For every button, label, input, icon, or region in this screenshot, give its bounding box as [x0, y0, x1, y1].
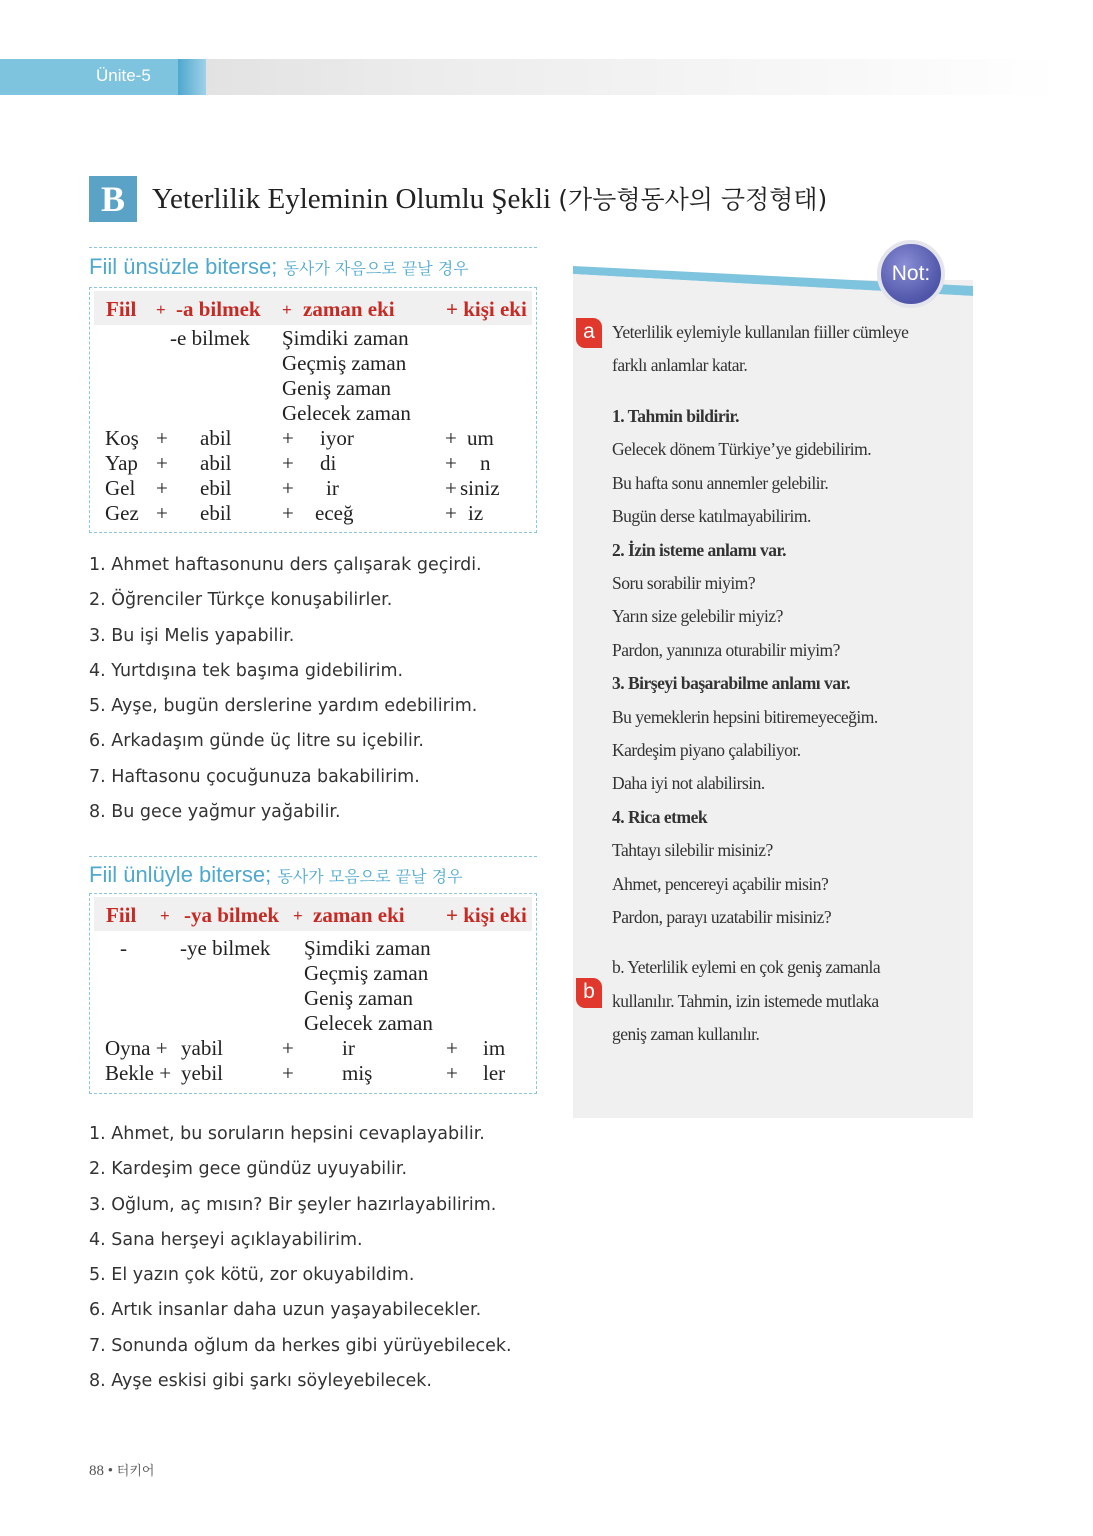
row-plus: + — [282, 501, 294, 525]
list-item: 3. Oğlum, aç mısın? Bir şeyler hazırlayabilirim. — [89, 1194, 497, 1215]
unit-label: Ünite-5 — [96, 66, 151, 85]
footer-subject: 터키어 — [116, 1464, 155, 1479]
note-b-line: kullanılır. Tahmin, izin istemede mutlaka — [612, 991, 879, 1011]
note-subheading: 4. Rica etmek — [612, 806, 708, 827]
row-tense: ir — [342, 1036, 355, 1060]
row-suffix: ebil — [200, 476, 232, 500]
note-example-line: Soru sorabilir miyim? — [612, 573, 756, 593]
note-example-line: Pardon, parayı uzatabilir misiniz? — [612, 907, 832, 927]
section-letter-badge: B — [89, 176, 137, 222]
row-suffix: abil — [200, 451, 232, 475]
marker-b-icon: b — [576, 978, 602, 1008]
note-subheading: 1. Tahmin bildirir. — [612, 406, 739, 426]
row-suffix: yabil — [181, 1036, 223, 1060]
row-plus: + — [156, 426, 168, 450]
row-suffix: abil — [200, 426, 232, 450]
part1-example-list — [89, 548, 482, 830]
tense-name: Şimdiki zaman — [304, 936, 431, 960]
list-item: 4. Yurtdışına tek başıma gidebilirim. — [89, 660, 404, 681]
page-footer — [89, 1460, 154, 1480]
header-plus: + — [160, 906, 170, 925]
row-tense: iyor — [320, 426, 354, 450]
note-intro-line: farklı anlamlar katar. — [612, 355, 748, 375]
tense-name: Gelecek zaman — [282, 401, 411, 425]
row-suffix: yebil — [181, 1061, 223, 1085]
part1-heading-ko: 동사가 자음으로 끝날 경우 — [283, 259, 469, 278]
row-person: n — [480, 451, 491, 475]
header-kisi-eki: + kişi eki — [446, 903, 527, 927]
row-tense: ir — [326, 476, 339, 500]
row-tense: eceğ — [315, 501, 354, 525]
list-item: 1. Ahmet haftasonunu ders çalışarak geçirdi. — [89, 555, 482, 575]
header-fiil: Fiil — [106, 903, 137, 927]
unit-tab — [0, 59, 178, 95]
list-item: 2. Öğrenciler Türkçe konuşabilirler. — [89, 590, 393, 611]
note-b-line: geniş zaman kullanılır. — [612, 1024, 760, 1044]
note-example-line: Bu hafta sonu annemler gelebilir. — [612, 472, 829, 493]
header-suffix: -ya bilmek — [184, 903, 280, 927]
row-verb: Yap — [105, 451, 138, 475]
part2-heading-ko: 동사가 모음으로 끝날 경우 — [277, 867, 463, 886]
list-item: 5. Ayşe, bugün derslerine yardım edebilirim. — [89, 696, 478, 717]
note-example-line: Daha iyi not alabilirsin. — [612, 773, 765, 794]
row-plus: + — [156, 451, 168, 475]
row-tense: miş — [342, 1061, 373, 1085]
row-plus: + — [445, 476, 457, 500]
row-verb: Bekle + — [105, 1061, 172, 1085]
note-example-line: Bugün derse katılmayabilirim. — [612, 506, 811, 527]
row-plus: + — [282, 1036, 294, 1060]
note-intro-line: Yeterlilik eylemiyle kullanılan fiiller cümleye — [612, 322, 909, 342]
row-person: iz — [468, 501, 484, 525]
table-header-row — [94, 897, 532, 931]
note-subheading: 3. Birşeyi başarabilme anlamı var. — [612, 673, 851, 694]
table-header-row — [94, 291, 532, 325]
part2-heading-tr: Fiil ünlüyle biterse; — [89, 862, 272, 887]
row-plus: + — [282, 426, 294, 450]
list-item: 7. Sonunda oğlum da herkes gibi yürüyebilecek. — [89, 1335, 512, 1356]
row-person: siniz — [460, 476, 500, 500]
row-plus: + — [445, 501, 457, 525]
note-b-line: b. Yeterlilik eylemi en çok geniş zamanla — [612, 957, 881, 977]
row-plus: + — [282, 451, 294, 475]
row-person: ler — [483, 1061, 506, 1085]
list-item: 1. Ahmet, bu soruların hepsini cevaplayabilir. — [89, 1124, 485, 1144]
part2-heading — [89, 856, 537, 888]
header-zaman-eki: zaman eki — [303, 297, 395, 321]
part1-grammar-table — [89, 287, 537, 533]
row-verb: Gez — [105, 501, 139, 525]
list-item: 6. Arkadaşım günde üç litre su içebilir. — [89, 731, 424, 752]
row-plus: + — [156, 501, 168, 525]
list-item: 7. Haftasonu çocuğunuza bakabilirim. — [89, 766, 420, 787]
note-example-line: Bu yemeklerin hepsini bitiremeyeceğim. — [612, 706, 878, 727]
row-plus: + — [446, 1036, 458, 1060]
unit-tab-edge — [178, 59, 206, 95]
row-plus: + — [282, 1061, 294, 1085]
note-subheading: 2. İzin isteme anlamı var. — [612, 539, 786, 560]
header-plus: + — [156, 300, 166, 319]
page-number: 88 — [89, 1463, 104, 1479]
note-example-line: Kardeşim piyano çalabiliyor. — [612, 740, 801, 760]
row-plus: + — [445, 426, 457, 450]
list-item: 5. El yazın çok kötü, zor okuyabildim. — [89, 1265, 415, 1286]
note-example-line: Pardon, yanınıza oturabilir miyim? — [612, 639, 840, 660]
note-example-line: Ahmet, pencereyi açabilir misin? — [612, 873, 829, 894]
list-item: 8. Ayşe eskisi gibi şarkı söyleyebilecek. — [89, 1371, 432, 1392]
row-plus: + — [156, 476, 168, 500]
part1-heading — [89, 247, 537, 280]
row-person: im — [483, 1036, 506, 1060]
tense-name: Geniş zaman — [304, 986, 414, 1010]
note-example-line: Yarın size gelebilir miyiz? — [612, 606, 783, 627]
footer-bullet: • — [107, 1463, 114, 1479]
list-item: 4. Sana herşeyi açıklayabilirim. — [89, 1229, 363, 1250]
note-badge: Not: — [877, 240, 945, 308]
row-verb: Gel — [105, 476, 136, 500]
tense-name: Gelecek zaman — [304, 1011, 433, 1035]
list-item: 6. Artık insanlar daha uzun yaşayabilecekler. — [89, 1300, 482, 1321]
section-title-tr: Yeterlilik Eyleminin Olumlu Şekli — [152, 183, 552, 215]
part2-example-list — [89, 1117, 512, 1399]
header-suffix: -a bilmek — [176, 297, 261, 321]
row-verb: Oyna + — [105, 1036, 168, 1060]
tense-name: Geniş zaman — [282, 376, 392, 400]
header-kisi-eki: + kişi eki — [446, 297, 527, 321]
row-plus: + — [282, 476, 294, 500]
tense-name: Geçmiş zaman — [304, 961, 429, 985]
tense-name: Şimdiki zaman — [282, 326, 409, 350]
list-item: 2. Kardeşim gece gündüz uyuyabilir. — [89, 1159, 408, 1180]
row-plus: + — [445, 451, 457, 475]
alt-suffix: -ye bilmek — [180, 936, 271, 960]
note-example-line: Gelecek dönem Türkiye’ye gidebilirim. — [612, 439, 872, 460]
note-example-line: Tahtayı silebilir misiniz? — [612, 840, 773, 861]
row-tense: di — [320, 451, 337, 475]
list-item: 8. Bu gece yağmur yağabilir. — [89, 802, 341, 823]
header-plus: + — [282, 300, 292, 319]
tense-name: Geçmiş zaman — [282, 351, 407, 375]
row-suffix: ebil — [200, 501, 232, 525]
alt-suffix: -e bilmek — [170, 326, 250, 350]
row-plus: + — [446, 1061, 458, 1085]
header-fiil: Fiil — [106, 297, 137, 321]
section-title-ko: (가능형동사의 긍정형태) — [558, 185, 828, 214]
row-verb: Koş — [105, 426, 139, 450]
marker-a-icon: a — [576, 318, 602, 348]
header-zaman-eki: zaman eki — [313, 903, 405, 927]
part2-grammar-table — [89, 893, 537, 1094]
list-item: 3. Bu işi Melis yapabilir. — [89, 625, 295, 646]
header-plus: + — [293, 906, 303, 925]
part1-heading-tr: Fiil ünsüzle biterse; — [89, 254, 278, 279]
row-person: um — [467, 426, 494, 450]
empty-dash: - — [120, 936, 127, 960]
section-title — [152, 180, 827, 216]
